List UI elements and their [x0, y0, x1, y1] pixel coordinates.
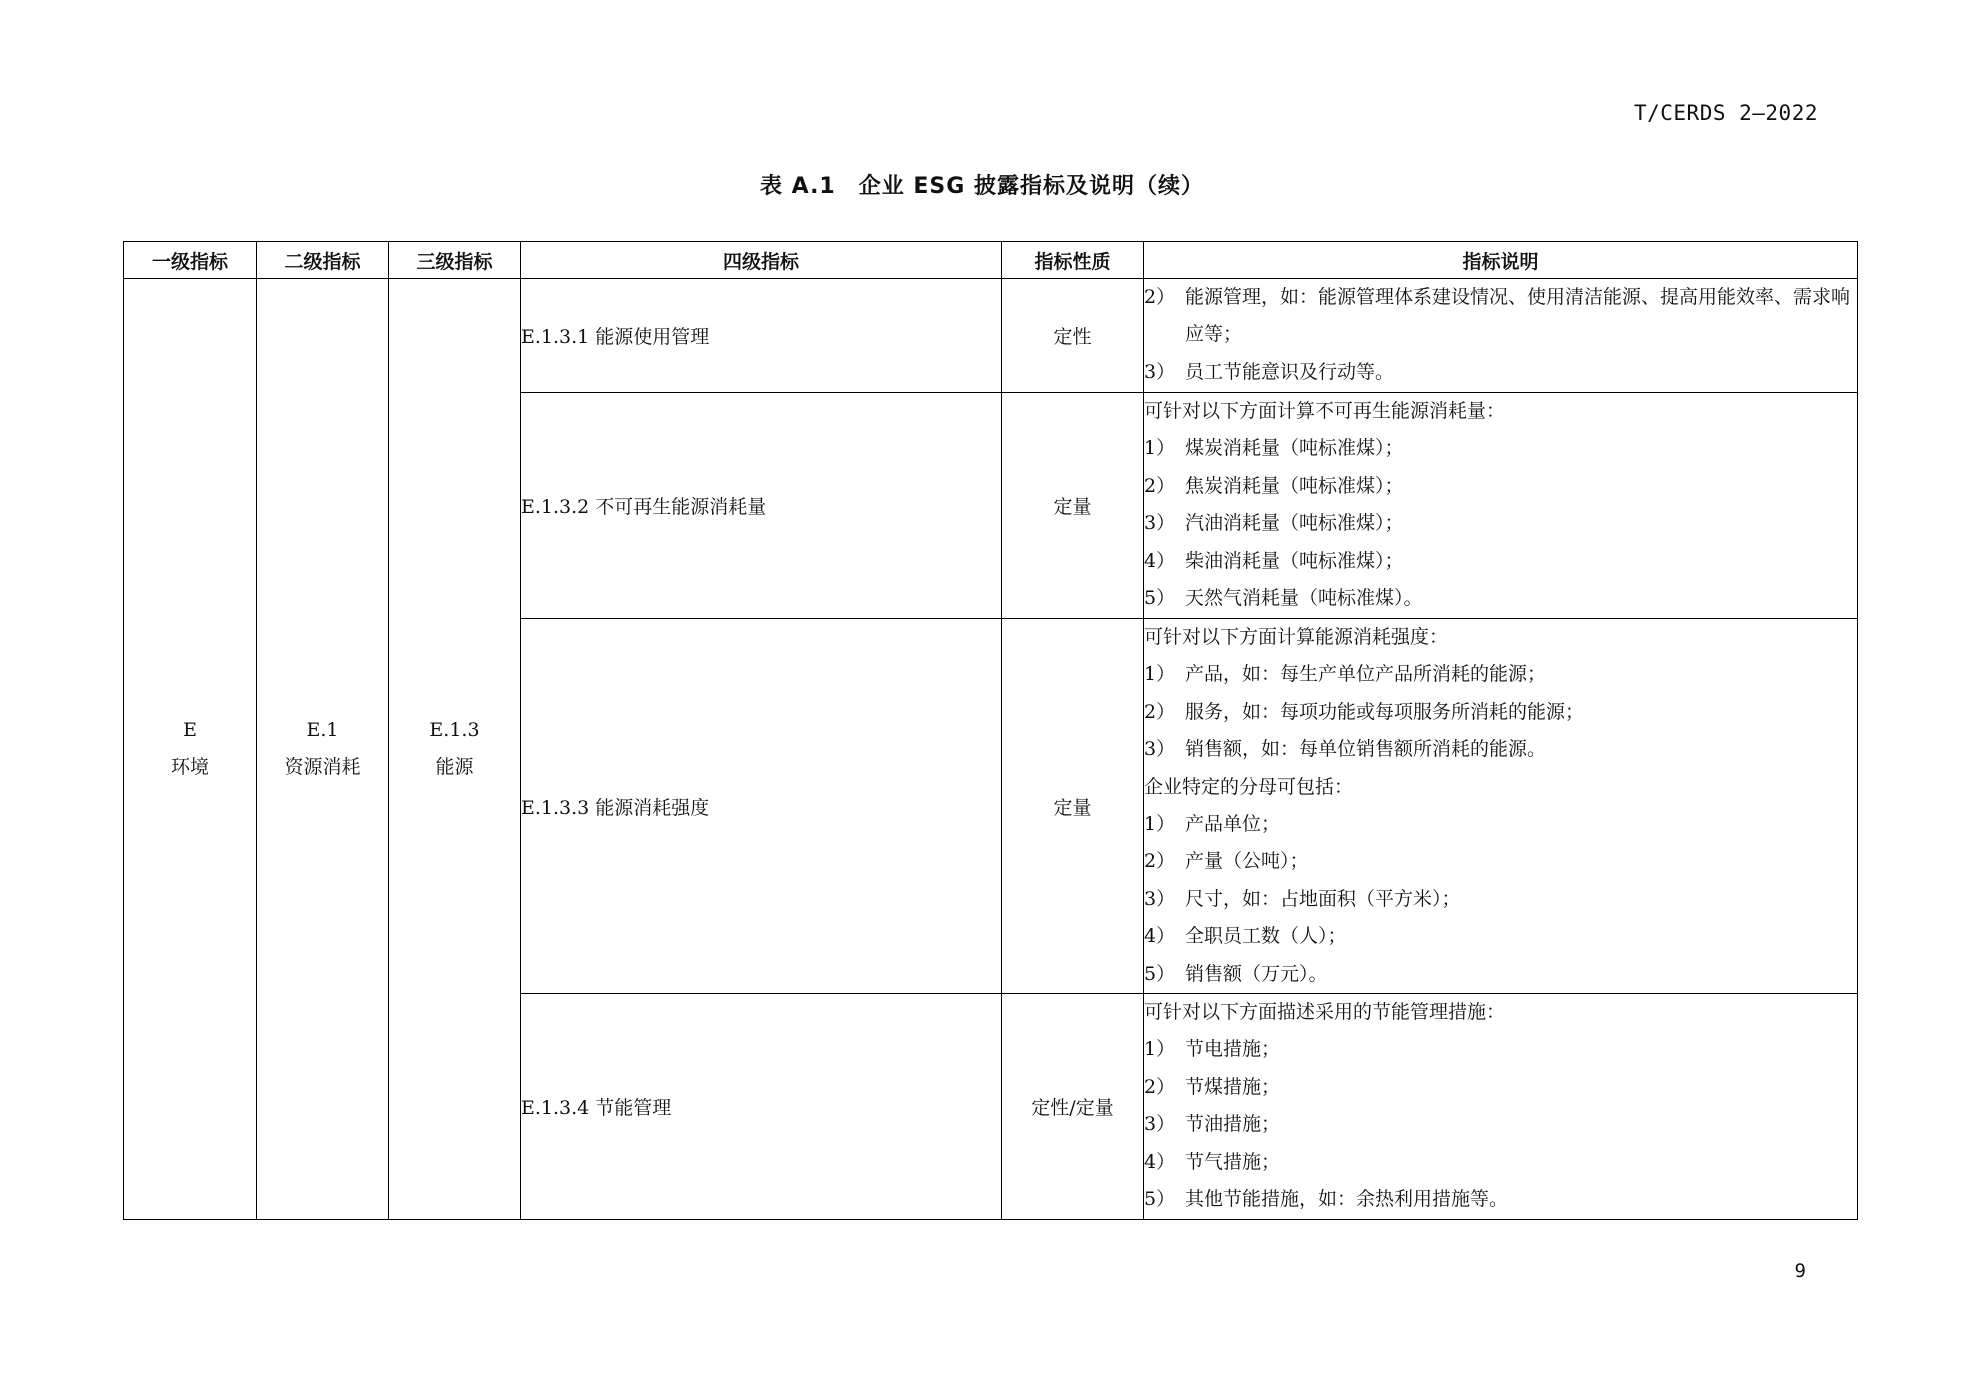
col-header-level3: 三级指标 — [389, 242, 521, 279]
description-item — [1144, 430, 1857, 467]
level1-cell — [124, 279, 257, 1220]
item-number: 3） — [1144, 512, 1176, 535]
description-item — [1144, 580, 1857, 617]
description-item — [1144, 1031, 1857, 1068]
item-text: 其他节能措施，如：余热利用措施等。 — [1185, 1188, 1509, 1211]
description-item — [1144, 1181, 1857, 1218]
item-number: 2） — [1144, 850, 1176, 873]
description-cell — [1144, 619, 1858, 994]
level1-cell-text: 环境 — [170, 756, 209, 779]
level3-cell — [389, 279, 521, 1220]
description-item — [1144, 1106, 1857, 1143]
description-intro: 可针对以下方面计算能源消耗强度： — [1144, 626, 1449, 648]
level3-cell-text: 能源 — [435, 756, 474, 779]
col-header-description: 指标说明 — [1144, 242, 1858, 279]
item-text: 全职员工数（人）； — [1185, 925, 1347, 948]
description-item — [1144, 956, 1857, 993]
item-text: 天然气消耗量（吨标准煤）。 — [1185, 587, 1423, 610]
item-number: 3） — [1144, 887, 1176, 910]
nature-cell: 定性/定量 — [1002, 994, 1144, 1220]
item-number: 5） — [1144, 1188, 1176, 1211]
description-cell — [1144, 393, 1858, 619]
description-item — [1144, 656, 1857, 693]
nature-cell: 定量 — [1002, 619, 1144, 994]
description-item — [1144, 1144, 1857, 1181]
item-text: 产品，如：每生产单位产品所消耗的能源； — [1185, 663, 1547, 686]
description-item — [1144, 918, 1857, 955]
description-item — [1144, 505, 1857, 542]
item-number: 1） — [1144, 437, 1176, 460]
item-text: 员工节能意识及行动等。 — [1185, 360, 1395, 383]
item-number: 4） — [1144, 925, 1176, 948]
description-item — [1144, 881, 1857, 918]
col-header-level4: 四级指标 — [521, 242, 1002, 279]
document-code: T/CERDS 2—2022 — [1633, 101, 1818, 125]
description-item — [1144, 843, 1857, 880]
description-cell — [1144, 279, 1858, 393]
item-number: 1） — [1144, 813, 1176, 836]
item-number: 1） — [1144, 1038, 1176, 1061]
item-number: 2） — [1144, 700, 1176, 723]
description-item — [1144, 1069, 1857, 1106]
item-text: 节电措施； — [1185, 1038, 1281, 1061]
col-header-level2: 二级指标 — [257, 242, 389, 279]
description-item — [1144, 694, 1857, 731]
level2-cell — [257, 279, 389, 1220]
description-intro: 企业特定的分母可包括： — [1144, 775, 1354, 798]
level4-cell: E.1.3.2 不可再生能源消耗量 — [521, 393, 1002, 619]
item-text: 汽油消耗量（吨标准煤）； — [1185, 512, 1404, 535]
table-title: 表 A.1 企业 ESG 披露指标及说明（续） — [759, 174, 1204, 199]
item-number: 4） — [1144, 549, 1176, 572]
item-number: 3） — [1144, 360, 1176, 383]
item-text: 节气措施； — [1185, 1150, 1281, 1173]
item-number: 1） — [1144, 663, 1176, 686]
table-row — [124, 279, 1858, 393]
item-text: 产品单位； — [1185, 813, 1281, 836]
description-item — [1144, 279, 1857, 354]
item-number: 2） — [1144, 1075, 1176, 1098]
page-number: 9 — [1794, 1260, 1806, 1282]
description-item — [1144, 354, 1857, 391]
level3-cell-text: E.1.3 — [429, 719, 480, 742]
item-number: 2） — [1144, 286, 1176, 308]
item-text: 销售额（万元）。 — [1185, 962, 1328, 985]
description-intro: 可针对以下方面计算不可再生能源消耗量： — [1144, 400, 1506, 422]
item-text: 煤炭消耗量（吨标准煤）； — [1185, 437, 1404, 460]
item-number: 3） — [1144, 1113, 1176, 1136]
level1-cell-text: E — [183, 719, 197, 742]
col-header-nature: 指标性质 — [1002, 242, 1144, 279]
item-text: 服务，如：每项功能或每项服务所消耗的能源； — [1185, 700, 1585, 723]
nature-cell: 定量 — [1002, 393, 1144, 619]
table-header-row — [124, 242, 1858, 279]
item-number: 2） — [1144, 474, 1176, 497]
description-item — [1144, 543, 1857, 580]
item-text: 能源管理，如：能源管理体系建设情况、使用清洁能源、提高用能效率、需求响应等； — [1185, 286, 1851, 346]
col-header-level1: 一级指标 — [124, 242, 257, 279]
description-item — [1144, 468, 1857, 505]
item-text: 焦炭消耗量（吨标准煤）； — [1185, 474, 1404, 497]
description-item — [1144, 806, 1857, 843]
description-item — [1144, 731, 1857, 768]
item-text: 节油措施； — [1185, 1113, 1281, 1136]
level4-cell: E.1.3.4 节能管理 — [521, 994, 1002, 1220]
description-cell — [1144, 994, 1858, 1220]
item-number: 5） — [1144, 962, 1176, 985]
esg-indicator-table — [123, 241, 1858, 1220]
level4-cell: E.1.3.3 能源消耗强度 — [521, 619, 1002, 994]
item-text: 节煤措施； — [1185, 1075, 1281, 1098]
item-text: 销售额，如：每单位销售额所消耗的能源。 — [1185, 738, 1547, 761]
level2-cell-text: E.1 — [306, 719, 339, 742]
item-text: 尺寸，如：占地面积（平方米）； — [1185, 887, 1461, 910]
level2-cell-text: 资源消耗 — [284, 756, 361, 779]
description-intro: 可针对以下方面描述采用的节能管理措施： — [1144, 1001, 1506, 1024]
level4-cell: E.1.3.1 能源使用管理 — [521, 279, 1002, 393]
item-text: 柴油消耗量（吨标准煤）； — [1185, 549, 1404, 572]
item-number: 5） — [1144, 587, 1176, 610]
item-number: 3） — [1144, 738, 1176, 761]
nature-cell: 定性 — [1002, 279, 1144, 393]
item-number: 4） — [1144, 1150, 1176, 1173]
item-text: 产量（公吨）； — [1185, 850, 1309, 873]
